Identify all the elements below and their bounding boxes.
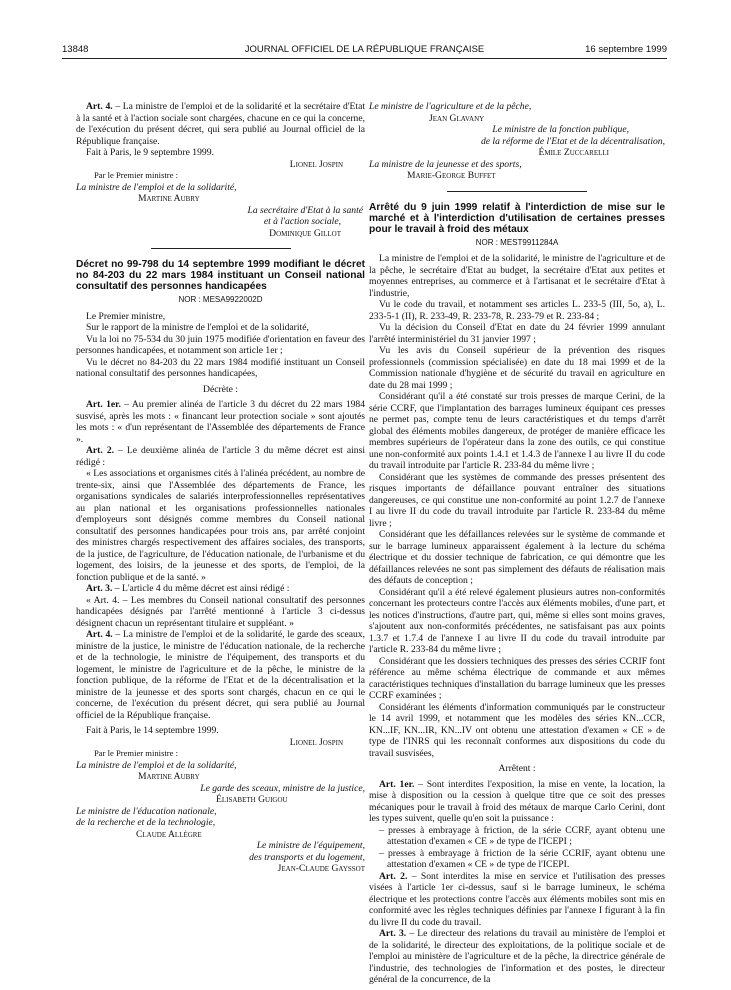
journal-title: JOURNAL OFFICIEL DE LA RÉPUBLIQUE FRANÇAISE [244,44,485,55]
signature-date: Fait à Paris, le 14 septembre 1999. [86,725,219,736]
minister-name: Claude Allègre [136,828,202,840]
minister-title: et à l'action sociale, [263,216,341,227]
minister-name: Martine Aubry [138,771,200,782]
considerant: Considérant que les systèmes de commande des presses présentent des risques importants de défaillance pouvant entraîner des situations dangereuses, ce qui constitue une non-conformité au point 1.2.7 de l'annexe I au livre II du code du travail introduite par l'article R. 233-84 du même livre ; [369,471,665,529]
preamble: Le Premier ministre, [86,310,166,322]
signature-date: Fait à Paris, le 9 septembre 1999. [86,147,214,158]
signatory-name: Lionel Jospin [289,736,343,748]
signatory-name: Lionel Jospin [289,158,343,170]
preamble: La ministre de l'emploi et de la solidarité, le ministre de l'agriculture et de la pêche, le secrétaire d'Etat au budget, la secrétaire d'Etat aux petites et moyennes entreprises, au commerce et à l'artisanat et le secrétaire d'Etat à l'industrie, [369,253,665,299]
considerant: Considérant que les défaillances relevées sur le système de commande et sur le barrage lumineux apparaissent également à la lecture du schéma électrique et du dossier technique de fabrication, ce qui démontre que les défaillances relevées ne sont pas simplement des défauts de réalisation mais des défauts de conception ; [369,529,665,586]
article-paragraph: Art. 3. – Le directeur des relations du travail au ministère de l'emploi et de la solidarité, le directeur des exploitations, de la politique sociale et de l'emploi au ministère de l'agriculture et de la pêche, la directrice générale de l'industrie, des technologies de l'information et des postes, le directeur général de la concurrence, de la [369,928,665,985]
decree-title: Décret no 99-798 du 14 septembre 1999 modifiant le décret no 84-203 du 22 mars 1984 instituant un Conseil national consultatif des personnes handicapées [76,259,365,292]
quoted-text: « Les associations et organismes cités à l'alinéa précédent, au nombre de trente-six, ainsi que l'Assemblée des départements de France, les organisations syndicales de salariés interprofessionnelles représentatives au plan national et les organisations professionnelles nationales d'employeurs sont désignés comme membres du Conseil national consultatif des personnes handicapées pour trois ans, par arrêté conjoint des ministres chargés respectivement des affaires sociales, des transports, de la justice, de l'agriculture, de l'éducation nationale, de l'urbanisme et du logement, des loisirs, de la jeunesse et des sports, de l'emploi, de la fonction publique et de la santé. » [76,468,365,583]
article-paragraph: Art. 1er. – Au premier alinéa de l'article 3 du décret du 22 mars 1984 susvisé, après les mots : « financant leur protection sociale » sont ajoutés les mots : « d'un représentant de l'Assemblée des départements de France ». [76,399,366,445]
minister-name: Élisabeth Guigou [216,794,288,805]
minister-title: La ministre de l'emploi et de la solidarité, [76,181,237,193]
article-4-paragraph: Art. 4. – La ministre de l'emploi et de la solidarité et la secrétaire d'Etat à la santé et à l'action sociale sont chargées, chacune en ce qui la concerne, de l'exécution du présent décret, qui sera publié au Journal officiel de la République française. [76,101,365,147]
decrete-heading: Décrète : [203,383,238,395]
page-number: 13848 [62,44,89,55]
issue-date: 16 septembre 1999 [585,44,667,55]
minister-title: La ministre de la jeunesse et des sports, [369,158,522,170]
section-divider [447,191,587,192]
minister-title: Le garde des sceaux, ministre de la justice, [200,782,365,794]
minister-name: Marie-George Buffet [407,170,496,181]
minister-title: La ministre de l'emploi et de la solidarité, [76,759,237,771]
minister-title: Le ministre de l'éducation nationale, [76,805,217,817]
list-item: – presses à embrayage à friction, de la série CCRF, ayant obtenu une attestation d'examen « CE » de type de l'ICEPI ; [379,824,665,847]
article-paragraph: Art. 2. – Sont interdites la mise en service et l'utilisation des presses visées à l'article 1er ci-dessus, sauf si le barrage lumineux, le schéma électrique et les protections contre l'accès aux éléments mobiles sont mis en conformité avec les règles techniques définies par l'annexe I figurant à la fin du livre II du code du travail. [369,870,666,928]
considerant: Considérant qu'il a été relevé également plusieurs autres non-conformités concernant les protecteurs contre l'accès aux éléments mobiles, d'une part, et les notices d'instructions, d'autre part, qui, même si elles sont moins graves, s'ajoutent aux non-conformités précédentes, ne satisfaisant pas aux points 1.3.7 et 1.7.4 de l'annexe I au livre II du code du travail introduite par l'article R. 233-84 du même livre ; [369,586,665,655]
article-paragraph: Art. 2. – Le deuxième alinéa de l'article 3 du même décret est ainsi rédigé : [76,445,365,468]
section-divider [151,248,291,249]
visa: Sur le rapport de la ministre de l'emploi et de la solidarité, [86,322,309,333]
quoted-text: « Art. 4. – Les membres du Conseil national consultatif des personnes handicapées désignés par l'arrêté mentionné à l'article 3 ci-dessus désignent chacun un représentant titulaire et suppléant. » [76,594,365,629]
minister-title: La secrétaire d'Etat à la santé [247,204,363,216]
minister-name: Martine Aubry [138,193,200,204]
press-list [369,825,665,871]
minister-title: Le ministre de la fonction publique, [492,124,629,135]
visa: Vu la loi no 75-534 du 30 juin 1975 modifiée d'orientation en faveur des personnes handicapées, et notamment son article 1er ; [76,333,365,356]
minister-name: Jean-Claude Gayssot [277,863,365,874]
decree-nor: NOR : MESA9922002D [178,295,263,304]
article-paragraph: Art. 1er. – Sont interdites l'exposition, la mise en vente, la location, la mise à disposition ou la cession à quelque titre que ce soit des presses mécaniques pour le travail à froid des métaux de marque Carlo Cerini, dont les types suivent, quelle qu'en soit la puissance : [369,778,665,824]
left-column [76,101,365,875]
considerant: Considérant que les dossiers techniques des presses des séries CCRIF font référence au même schéma électrique de commande et aux mêmes caractéristiques techniques d'installation du barrage lumineux que les presses CCRF examinées ; [369,655,665,701]
arrete-title: Arrêté du 9 juin 1999 relatif à l'interdiction de mise sur le marché et à l'interdiction d'utilisation de certaines presses pour le travail à froid des métaux [369,201,665,235]
minister-name: Émile Zuccarelli [538,147,609,158]
article-paragraph: Art. 4. – La ministre de l'emploi et de la solidarité, le garde des sceaux, ministre de la justice, le ministre de l'éducation nationale, de la recherche et de la technologie, le ministre de l'équipement, des transports et du logement, le ministre de l'agriculture et de la pêche, le ministre de la fonction publique, de la réforme de l'Etat et de la décentralisation et la ministre de la jeunesse et des sports sont chargés, chacun en ce qui le concerne, de l'exécution du présent décret, qui sera publié au Journal officiel de la République française. [76,629,366,721]
arretent-heading: Arrêtent : [498,763,536,774]
visa: Vu le code du travail, et notamment ses articles L. 233-5 (III, 5o, a), L. 233-5-1 (II), R. 233-49, R. 233-78, R. 233-79 et R. 233-84 ; [369,299,665,322]
visa: Vu la décision du Conseil d'Etat en date du 24 février 1999 annulant l'arrêté interministériel du 31 janvier 1997 ; [369,322,665,345]
page-header [62,44,667,59]
minister-name: Dominique Gillot [269,227,341,239]
list-item: – presses à embrayage à friction de la série CCRIF, ayant obtenu une attestation d'examen « CE » de type de l'ICEPI. [379,847,665,870]
minister-title: des transports et du logement, [249,851,365,863]
minister-title: de la réforme de l'Etat et de la décentralisation, [480,135,665,147]
right-column [369,101,665,986]
minister-title: Le ministre de l'agriculture et de la pêche, [369,101,532,112]
by-prime-minister: Par le Premier ministre : [94,170,179,180]
arrete-nor: NOR : MEST9911284A [475,237,559,247]
considerant: Considérant les éléments d'information communiqués par le constructeur le 14 avril 1999, et notamment que les modèles des séries KN...CCR, KN...IF, KN...IR, KN...IV ont obtenu une attestation d'examen « CE » de type de l'INRS qui les reconnaît conformes aux dispositions du code du travail susvisées, [369,701,665,759]
minister-title: de la recherche et de la technologie, [76,817,216,828]
visa: Vu le décret no 84-203 du 22 mars 1984 modifié instituant un Conseil national consultatif des personnes handicapées, [76,356,365,379]
visa: Vu les avis du Conseil supérieur de la prévention des risques professionnels (commission spécialisée) en date du 18 mai 1999 et de la Commission nationale d'hygiène et de sécurité du travail en agriculture en date du 28 mai 1999 ; [369,345,665,391]
minister-name: Jean Glavany [429,112,485,124]
by-prime-minister: Par le Premier ministre : [94,748,179,758]
minister-title: Le ministre de l'équipement, [256,840,365,851]
article-paragraph: Art. 3. – L'article 4 du même décret est ainsi rédigé : [86,583,290,594]
considerant: Considérant qu'il a été constaté sur trois presses de marque Cerini, de la série CCRF, que l'implantation des barrages lumineux équipant ces presses ne permet pas, compte tenu de leurs caractéristiques et du temps d'arrêt global des éléments mobiles dangereux, de protéger de manière efficace les membres supérieurs de l'opérateur dans la zone des outils, ce qui constitue une non-conformité aux points 1.4.1 et 1.4.3 de l'annexe I au livre II du code du travail introduite par l'article R. 233-84 du même livre ; [369,391,665,471]
